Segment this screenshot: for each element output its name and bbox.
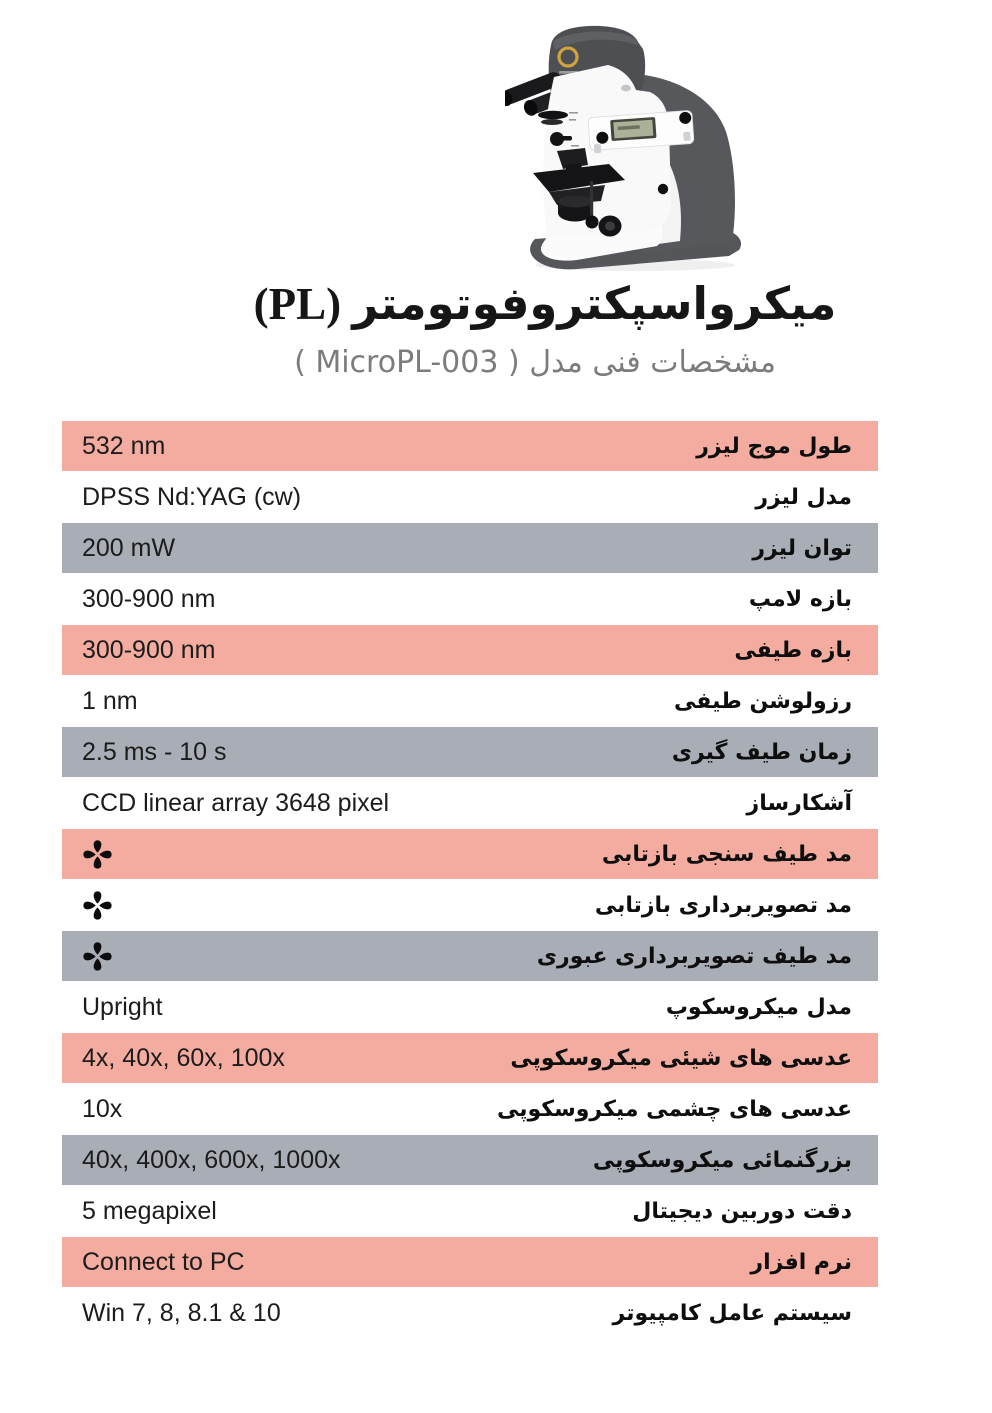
spec-row xyxy=(62,829,878,879)
spec-value xyxy=(82,890,113,921)
spec-label: طول موج لیزر xyxy=(696,433,852,459)
spec-value xyxy=(82,941,113,972)
spec-value: 40x, 400x, 600x, 1000x xyxy=(82,1145,341,1174)
spec-row xyxy=(62,1135,878,1185)
spec-label: زمان طیف گیری xyxy=(671,739,852,765)
spec-row xyxy=(62,578,878,620)
spec-label: توان لیزر xyxy=(752,535,852,561)
spec-label: بازه لامپ xyxy=(748,586,852,612)
page-title: میکرواسپکتروفوتومتر (PL) xyxy=(253,279,837,329)
spec-label: مدل لیزر xyxy=(755,484,852,510)
spec-value: DPSS Nd:YAG (cw) xyxy=(82,482,302,511)
spec-value: 10x xyxy=(82,1094,123,1123)
spec-label: عدسی های شیئی میکروسکوپی xyxy=(510,1045,852,1071)
spec-value: Win 7, 8, 8.1 & 10 xyxy=(82,1298,281,1327)
spec-label: رزولوشن طیفی xyxy=(674,688,852,714)
spec-row xyxy=(62,1190,878,1232)
spec-value: 532 nm xyxy=(82,431,166,460)
spec-row xyxy=(62,1088,878,1130)
spec-row xyxy=(62,680,878,722)
spec-row xyxy=(62,884,878,926)
spec-row xyxy=(62,1292,878,1334)
spec-value: 2.5 ms - 10 s xyxy=(82,737,227,766)
page-subtitle: مشخصات فنی مدل ( MicroPL-003 ) xyxy=(294,345,776,380)
spec-row xyxy=(62,625,878,675)
spec-row xyxy=(62,1033,878,1083)
spec-label: نرم افزار xyxy=(750,1249,852,1275)
spec-value: 300-900 nm xyxy=(82,584,216,613)
spec-value: 5 megapixel xyxy=(82,1196,217,1225)
spec-value xyxy=(82,839,113,870)
spec-row xyxy=(62,1237,878,1287)
spec-value: Connect to PC xyxy=(82,1247,245,1276)
spec-value: Upright xyxy=(82,992,163,1021)
four-petal-asterisk-icon xyxy=(82,890,113,921)
spec-label: مد تصویربرداری بازتابی xyxy=(594,892,852,918)
spec-table xyxy=(62,421,878,1334)
spec-value: 4x, 40x, 60x, 100x xyxy=(82,1043,285,1072)
four-petal-asterisk-icon xyxy=(82,941,113,972)
spec-label: مد طیف تصویربرداری عبوری xyxy=(536,943,852,969)
spec-value: CCD linear array 3648 pixel xyxy=(82,788,390,817)
spec-row xyxy=(62,727,878,777)
spec-value: 200 mW xyxy=(82,533,176,562)
spec-label: عدسی های چشمی میکروسکوپی xyxy=(496,1096,852,1122)
microscope-product-image xyxy=(505,14,750,276)
spec-value: 300-900 nm xyxy=(82,635,216,664)
spec-row xyxy=(62,476,878,518)
spec-label: سیستم عامل کامپیوتر xyxy=(612,1300,852,1326)
four-petal-asterisk-icon xyxy=(82,839,113,870)
spec-row xyxy=(62,523,878,573)
microscope-illustration xyxy=(505,14,750,276)
spec-label: مدل میکروسکوپ xyxy=(665,994,852,1020)
spec-label: مد طیف سنجی بازتابی xyxy=(601,841,852,867)
spec-label: بازه طیفی xyxy=(734,637,852,663)
spec-label: دقت دوربین دیجیتال xyxy=(632,1198,852,1224)
spec-label: بزرگنمائی میکروسکوپی xyxy=(592,1147,852,1173)
spec-row xyxy=(62,421,878,471)
spec-value: 1 nm xyxy=(82,686,138,715)
spec-row xyxy=(62,931,878,981)
spec-row xyxy=(62,986,878,1028)
spec-label: آشکارساز xyxy=(746,790,852,816)
spec-row xyxy=(62,782,878,824)
